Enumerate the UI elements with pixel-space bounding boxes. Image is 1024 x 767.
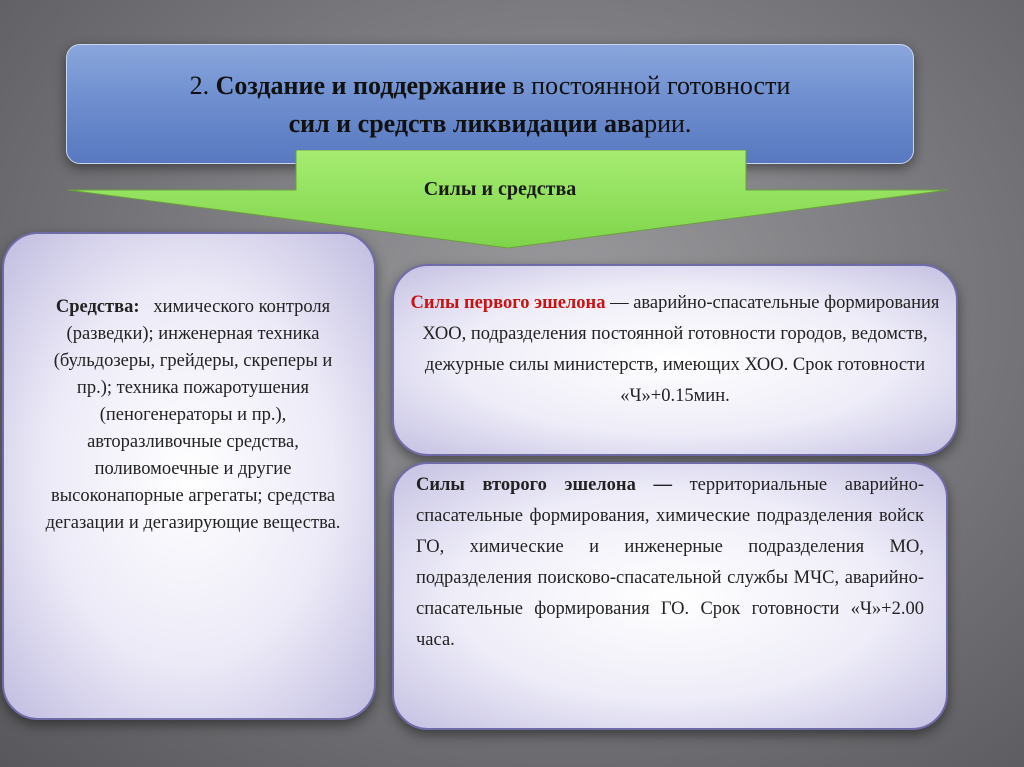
first-echelon-dash: — [605,293,634,313]
title-normal-part1: в постоянной готовности [512,71,791,100]
first-echelon-text: аварийно-спасательные формирования ХОО, подразделения постоянной готовности городов, ведомств, дежурные силы министерств, имеющих ХОО. Срок готовности «Ч»+0.15мин. [422,293,940,406]
title-bold-part1: Создание и поддержание [215,71,506,100]
means-text: химического контроля (разведки); инженерная техника (бульдозеры, грейдеры, скреперы и пр.); техника пожаротушения (пеногенераторы и пр.), авторазливочные средства, поливомоечные и другие высоконапорные агрегаты; средства дегазации и дегазирующие вещества. [45,297,341,533]
title-normal-part2: рии. [644,109,692,138]
title-bold-part2: сил и средств ликвидации ава [288,109,645,138]
means-box [2,232,376,720]
second-echelon-box [392,462,948,730]
second-echelon-text: территориальные аварийно-спасательные формирования, химические подразделения войск ГО, химические и инженерные подразделения МО, подразделения поисково-спасательной службы МЧС, аварийно-спасательные формирования ГО. Срок готовности «Ч»+2.00 часа. [416,475,925,650]
first-echelon-box [392,264,958,456]
second-echelon-heading: Силы второго эшелона — [416,475,672,495]
first-echelon-heading: Силы первого эшелона [410,293,606,313]
title-box [66,44,914,164]
means-heading: Средства: [55,297,140,317]
arrow-label: Силы и средства [423,178,577,200]
title-number: 2. [189,71,210,100]
